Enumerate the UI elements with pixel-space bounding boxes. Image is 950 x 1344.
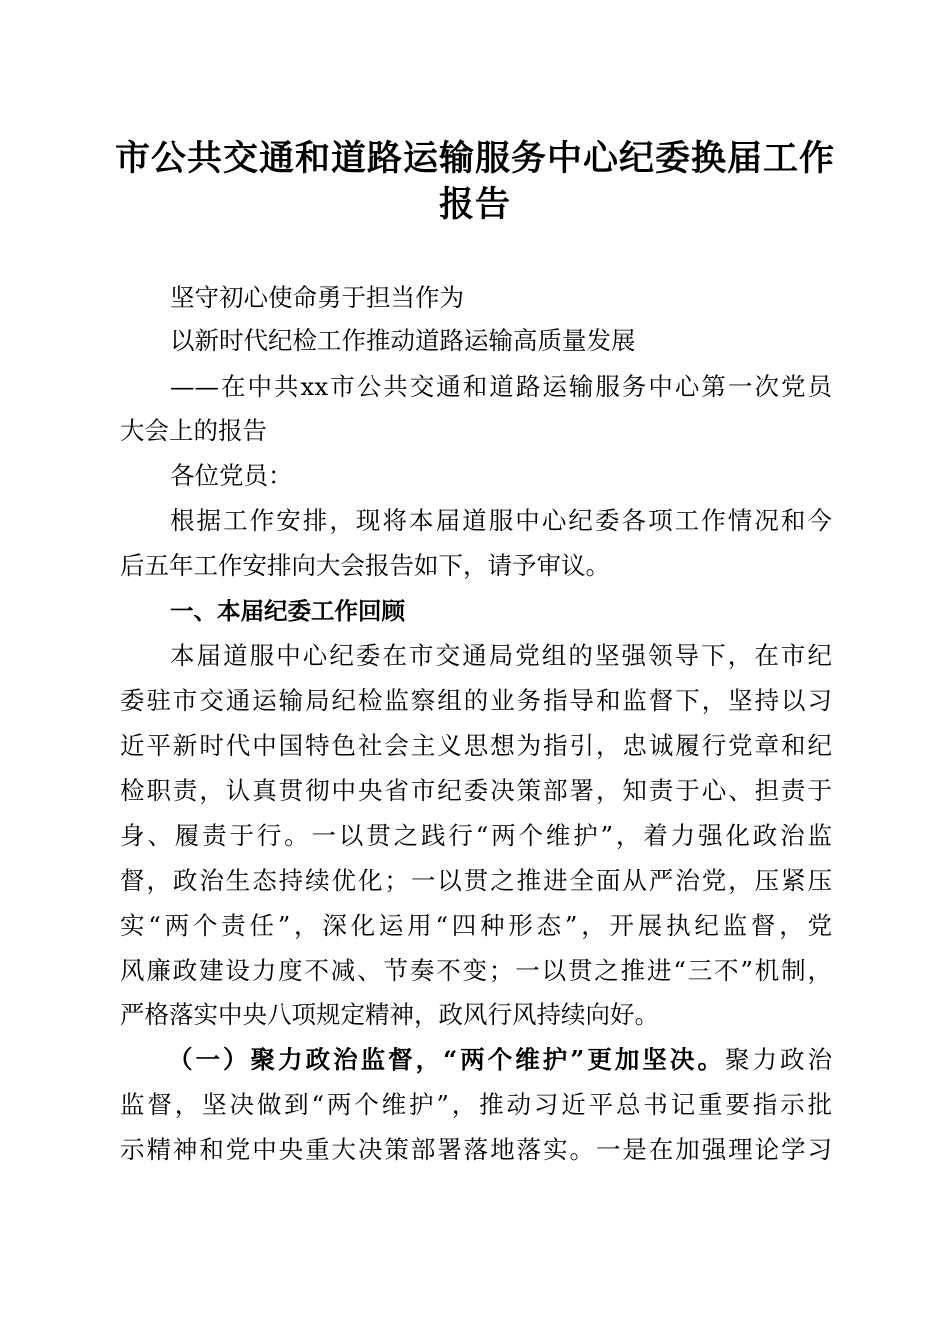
paragraph-line: 委驻市交通运输局纪检监察组的业务指导和监督下，坚持以习	[120, 686, 832, 715]
subsection-1-heading: （一）聚力政治监督，“两个维护”更加坚决。	[168, 1045, 725, 1074]
paragraph-line: 身、履责于行。一以贯之践行“两个维护”，着力强化政治监	[120, 821, 832, 850]
intro-line-1: 根据工作安排，现将本届道服中心纪委各项工作情况和今	[170, 506, 832, 535]
intro-line-2: 后五年工作安排向大会报告如下，请予审议。	[120, 551, 610, 580]
paragraph-line: 检职责，认真贯彻中央省市纪委决策部署，知责于心、担责于	[120, 776, 832, 805]
paragraph-line: 实“两个责任”，深化运用“四种形态”，开展执纪监督，党	[120, 911, 832, 940]
paragraph-line: 风廉政建设力度不减、节奏不变；一以贯之推进“三不”机制，	[120, 956, 832, 985]
document-title-line-1: 市公共交通和道路运输服务中心纪委换届工作	[114, 138, 835, 179]
salutation: 各位党员：	[170, 461, 293, 490]
subsection-1-first-line	[168, 1045, 832, 1075]
paragraph-line: 严格落实中央八项规定精神，政风行风持续向好。	[120, 1000, 659, 1029]
paragraph-line: 本届道服中心纪委在市交通局党组的坚强领导下，在市纪	[170, 641, 832, 670]
subsection-1-line-1-rest: 聚力政治	[724, 1045, 833, 1074]
subtitle-2: 以新时代纪检工作推动道路运输高质量发展	[170, 326, 636, 355]
paragraph-line: 近平新时代中国特色社会主义思想为指引，忠诚履行党章和纪	[120, 731, 832, 760]
paragraph-line: 监督，坚决做到“两个维护”，推动习近平总书记重要指示批	[120, 1090, 832, 1119]
paragraph-line: 督，政治生态持续优化；一以贯之推进全面从严治党，压紧压	[120, 866, 832, 895]
subtitle-1: 坚守初心使命勇于担当作为	[170, 283, 464, 312]
paragraph-line: 示精神和党中央重大决策部署落地落实。一是在加强理论学习	[120, 1135, 832, 1164]
section-1-heading: 一、本届纪委工作回顾	[170, 597, 405, 625]
document-title-line-2: 报告	[438, 184, 511, 225]
subtitle-3-line-1: ——在中共xx市公共交通和道路运输服务中心第一次党员	[170, 372, 832, 401]
subtitle-3-line-2: 大会上的报告	[120, 416, 267, 445]
